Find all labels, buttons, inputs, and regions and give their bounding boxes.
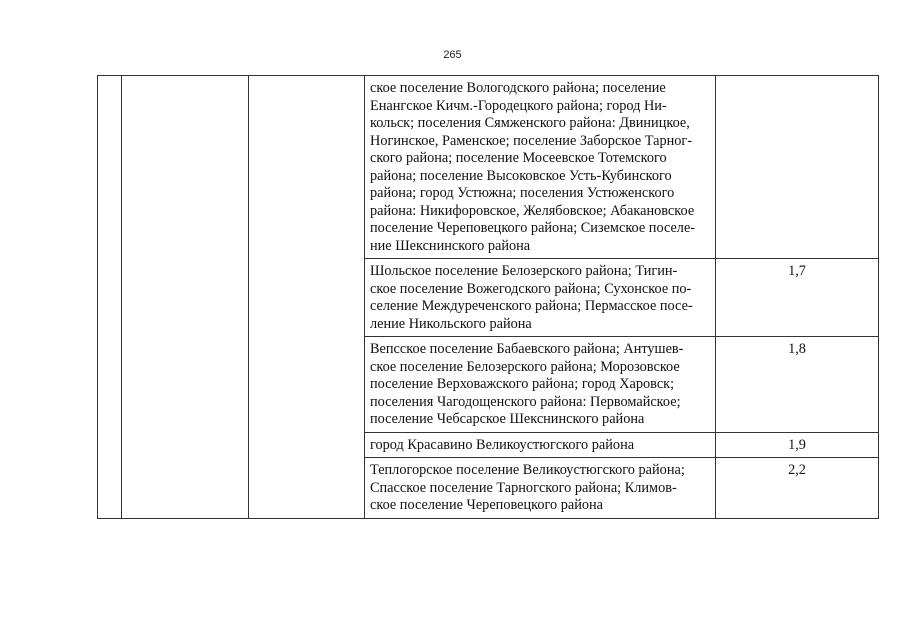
territory-cell xyxy=(365,458,716,519)
territory-line: Енангское Кичм.-Городецкого района; город Ни- xyxy=(370,97,667,114)
territory-cell xyxy=(365,337,716,433)
page-number: 265 xyxy=(443,49,462,61)
territory-line: Спасское поселение Тарногского района; Климов- xyxy=(370,479,677,496)
empty-column-2 xyxy=(122,76,249,519)
coefficient-value xyxy=(716,76,878,80)
coefficient-value: 1,8 xyxy=(788,341,806,357)
empty-column-1 xyxy=(98,76,122,519)
coefficient-value: 1,9 xyxy=(788,436,806,453)
territory-line: Теплогорское поселение Великоустюгского района; xyxy=(370,462,685,478)
territory-line: ние Шекснинского района xyxy=(370,237,531,254)
territory-line: кольск; поселения Сямженского района: Двиницкое, xyxy=(370,115,690,131)
coefficient-cell xyxy=(716,337,879,433)
territory-line: ское поселение Белозерского района; Морозовское xyxy=(370,358,680,375)
territory-line: ление Никольского района xyxy=(370,315,532,332)
territory-line: поселение Череповецкого района; Сиземское поселе- xyxy=(370,220,696,236)
territory-line: ское поселение Вожегодского района; Сухонское по- xyxy=(370,280,692,297)
territory-line: Вепсское поселение Бабаевского района; Антушев- xyxy=(370,341,684,357)
territory-cell xyxy=(365,76,716,259)
territory-line: поселение Чебсарское Шекснинского района xyxy=(370,411,645,427)
empty-column-3 xyxy=(249,76,365,519)
coefficient-cell xyxy=(716,458,879,519)
territory-line: района; поселение Высоковское Усть-Кубинского xyxy=(370,167,672,184)
coefficient-cell xyxy=(716,432,879,458)
territory-line: Шольское поселение Белозерского района; Тигин- xyxy=(370,263,678,279)
territory-cell xyxy=(365,432,716,458)
table-row xyxy=(98,76,879,259)
territory-line: город Красавино Великоустюгского района xyxy=(370,436,635,453)
territory-line: ское поселение Череповецкого района xyxy=(370,497,604,513)
territory-line: ского района; поселение Мосеевское Тотемского xyxy=(370,150,667,166)
coefficient-cell xyxy=(716,76,879,259)
territory-line: района: Никифоровское, Желябовское; Абакановское xyxy=(370,202,695,219)
coefficient-value: 1,7 xyxy=(788,263,806,279)
coefficient-value: 2,2 xyxy=(788,462,806,478)
territory-cell xyxy=(365,259,716,337)
coefficient-table xyxy=(97,75,879,519)
territory-line: ское поселение Вологодского района; поселение xyxy=(370,80,666,96)
territory-line: Ногинское, Раменское; поселение Заборское Тарног- xyxy=(370,132,693,149)
territory-line: района; город Устюжна; поселения Устюженского xyxy=(370,185,675,201)
territory-line: поселение Верховажского района; город Харовск; xyxy=(370,376,675,392)
coefficient-cell xyxy=(716,259,879,337)
territory-line: поселения Чагодощенского района: Первомайское; xyxy=(370,393,681,410)
territory-line: селение Междуреченского района; Пермасское посе- xyxy=(370,298,693,314)
